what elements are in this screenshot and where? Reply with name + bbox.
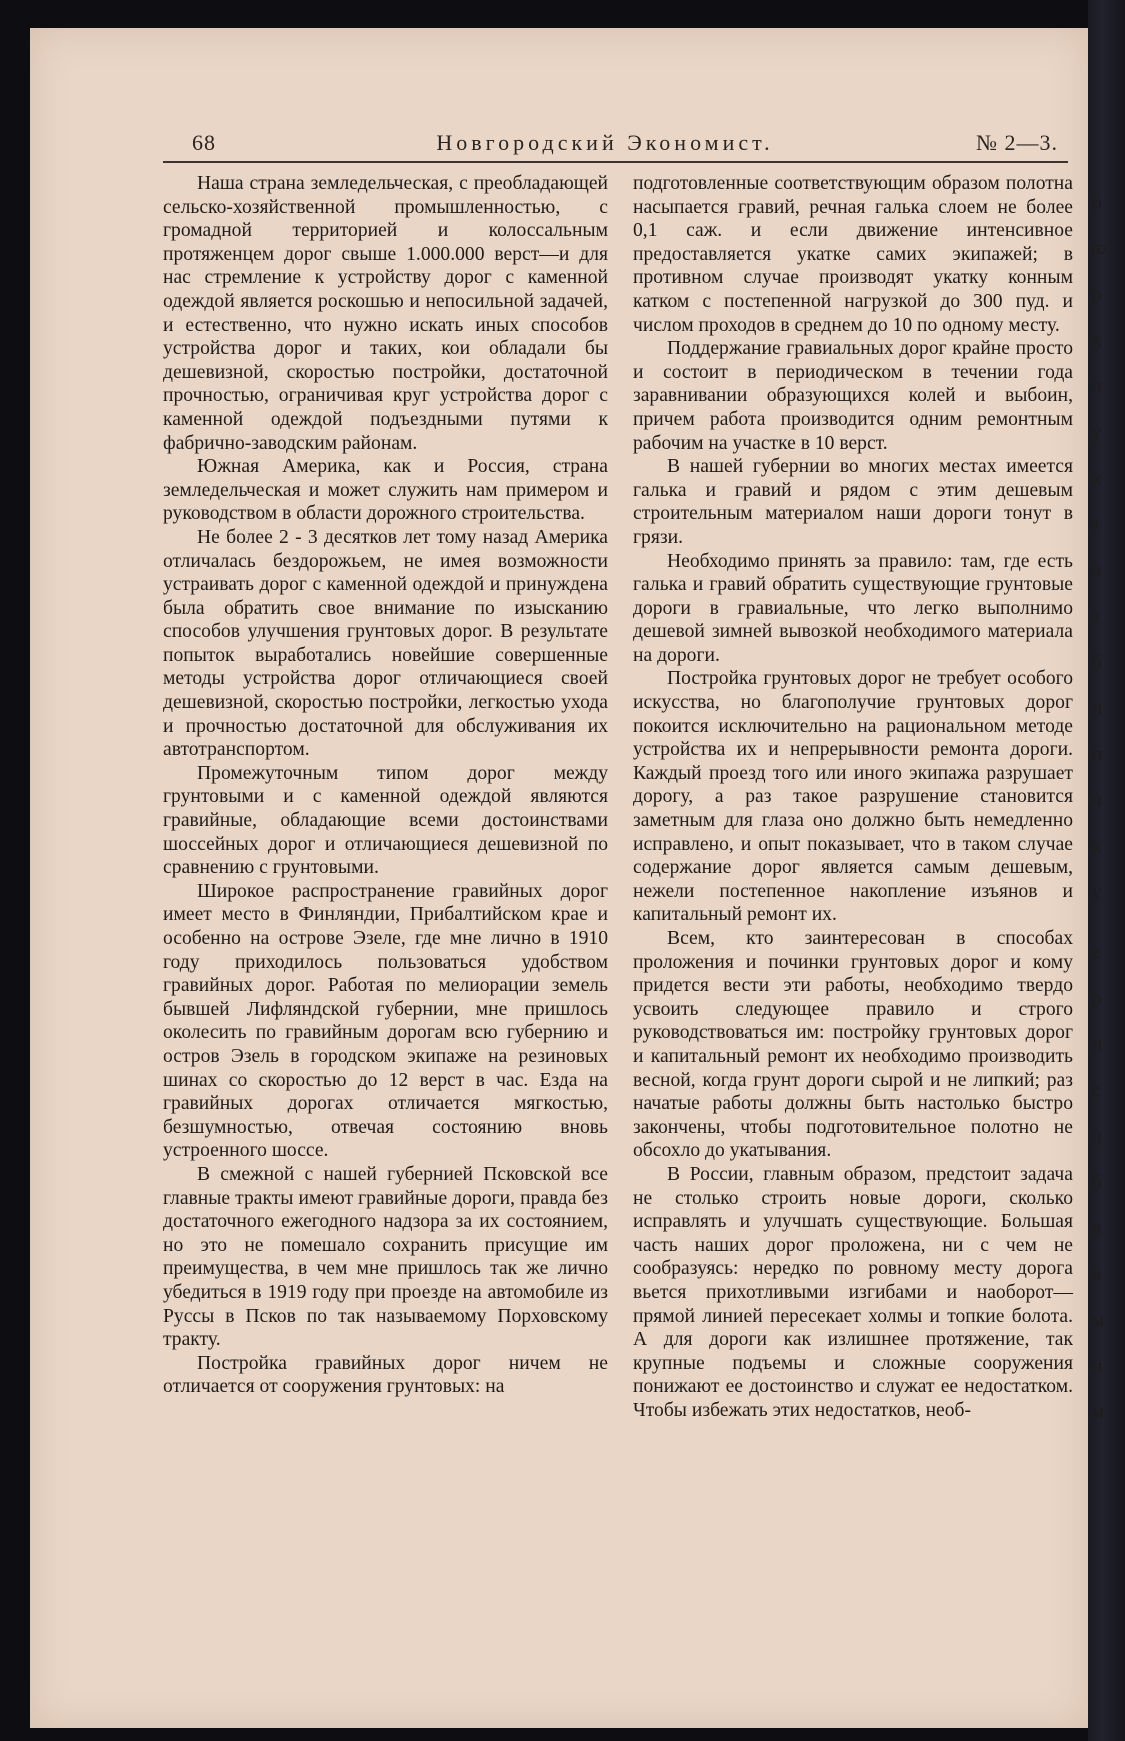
- margin-letter: у: [1092, 422, 1102, 443]
- margin-letter: ю: [1092, 238, 1107, 259]
- margin-letter: м: [1092, 1310, 1105, 1331]
- paragraph: В нашей губернии во многих местах имеется галька и гравий и рядом с этим дешевым строительным материалом наши дороги тонут в грязи.: [633, 456, 1073, 548]
- margin-letter: к: [1092, 468, 1102, 489]
- adjacent-page-letters: [1092, 190, 1118, 1446]
- paragraph: Южная Америка, как и Россия, страна земледельческая и может служить нам примером и руководством в области дорожного строительства.: [163, 456, 608, 525]
- margin-letter: н: [1092, 1356, 1103, 1377]
- margin-letter: р: [1092, 284, 1102, 305]
- paragraph: подготовленные соответствующим образом полотна насыпается гравий, речная галька слоем не более 0,1 саж. и если движение интенсивное предоставляется укатке самих экипажей; в противном случае производят укатку конным катком с постепенной нагрузкой до 300 пуд. и числом проходов в среднем до 10 по одному месту.: [633, 173, 1073, 336]
- paragraph: Наша страна земледельческая, с преобладающей сельско-хозяйственной промышленностью, с громадной территорией и колоссальным протяженцем дорог свыше 1.000.000 верст—и для нас стремление к устройству дорог с каменной одеждой является роскошью и непосильной задачей, и естественно, что нужно искать иных способов устройства дорог и таких, кои обладали бы дешевизной, скоростью постройки, достаточной прочностью, ограничивая круг устройства дорог с каменной одеждой подъездными путями к фабрично-заводским районам.: [163, 173, 608, 454]
- paragraph: Постройка грунтовых дорог не требует особого искусства, но благополучие грунтовых дорог покоится исключительно на рациональном методе устройства их и непрерывности ремонта дороги. Каждый проезд того или иного экипажа разрушает дорогу, а раз такое разрушение становится заметным для глаза оно должно быть немедленно исправлено, и опыт показывает, что в таком случае содержание дорог является самым дешевым, нежели постепенное накопление изъянов и капитальный ремонт их.: [633, 668, 1073, 926]
- paragraph: В смежной с нашей губернией Псковской все главные тракты имеют гравийные дороги, правда без достаточного ежегодного надзора за их состоянием, но это не помешало сохранить присущие им преимущества, в чем мне пришлось так же лично убедиться в 1919 году при проезде на автомобиле из Руссы в Псков по так называемому Порховскому тракту.: [163, 1163, 608, 1351]
- page-number: 68: [192, 130, 216, 155]
- margin-letter: и: [1092, 1034, 1103, 1055]
- margin-letter: у: [1092, 882, 1102, 903]
- margin-letter: б: [1092, 1172, 1102, 1193]
- margin-letter: и: [1092, 698, 1103, 719]
- header-rule: [163, 161, 1068, 163]
- paragraph: Необходимо принять за правило: там, где есть галька и гравий обратить существующие грунтовые дороги в гравиальные, что легко выполнимо дешевой зимней вывозкой необходимого материала на дороги.: [633, 550, 1073, 666]
- paragraph: Не более 2 - 3 десятков лет тому назад Америка отличалась бездорожьем, не имея возможности устраивать дорог с каменной одеждой и принуждена была обратить свое внимание по изысканию способов улучшения грунтовых дорог. В результате попыток выработались новейшие совершенные методы устройства дорог отличающиеся своей дешевизной, скоростью постройки, легкостью ухода и прочностью достаточной для обслуживания их автотранспортом.: [163, 526, 608, 761]
- paragraph: Всем, кто заинтересован в способах проложения и починки грунтовых дорог и кому придется вести эти работы, необходимо твердо усвоить следующее правило и строго руководствоваться им: постройку грунтовых дорог и капитальный ремонт их необходимо производить весной, когда грунт дороги сырой и не липкий; раз начатые работы должны быть настолько быстро закончены, чтобы подготовительное полотно не обсохло до укатывания.: [633, 928, 1073, 1162]
- margin-letter: к: [1092, 330, 1102, 351]
- issue-number: № 2—3.: [976, 130, 1058, 155]
- margin-letter: п: [1092, 744, 1103, 765]
- margin-letter: б: [1092, 652, 1102, 673]
- margin-letter: м: [1092, 1402, 1105, 1423]
- right-column: [633, 172, 1073, 1422]
- margin-letter: т: [1092, 514, 1101, 535]
- margin-letter: в: [1092, 1264, 1101, 1285]
- paragraph: Широкое распространение гравийных дорог имеет место в Финляндии, Прибалтийском крае и особенно на острове Эзеле, где мне лично в 1910 году приходилось пользоваться удобством гравийных дорог. Работая по мелиорации земель бывшей Лифляндской губернии, мне пришлось околесить по гравийным дорогам всю губернию и остров Эзель в городском экипаже на резиновых шинах со скоростью до 12 верст в час. Езда на гравийных дорогах отличается мягкостью, безшумностью, отвечая состоянию вновь устроенного шоссе.: [163, 880, 608, 1162]
- paragraph: Постройка гравийных дорог ничем не отличается от сооружения грунтовых: на: [163, 1352, 608, 1398]
- margin-letter: с: [1092, 1080, 1101, 1101]
- margin-letter: р: [1092, 988, 1102, 1009]
- margin-letter: ч: [1092, 790, 1102, 811]
- page-header: [132, 128, 1078, 158]
- paragraph: Промежуточным типом дорог между грунтовыми и с каменной одеждой являются гравийные, обладающие всеми достоинствами шоссейных дорог и отличающиеся дешевизной по сравнению с грунтовыми.: [163, 762, 608, 879]
- margin-letter: з: [1092, 606, 1100, 627]
- margin-letter: л: [1092, 376, 1102, 397]
- journal-title: Новгородский Экономист.: [436, 130, 774, 155]
- margin-letter: р: [1092, 192, 1102, 213]
- paragraph: Поддержание гравиальных дорог крайне просто и состоит в периодическом в течении года заравнивании образующихся колей и выбоин, причем работа производится одним ремонтным рабочим на участке в 10 верст.: [633, 338, 1073, 454]
- margin-letter: ч: [1092, 560, 1102, 581]
- left-column: [163, 172, 608, 1399]
- paragraph: В России, главным образом, предстоит задача не столько строить новые дороги, сколько исправлять и улучшать существующие. Большая часть наших дорог проложена, ни с чем не сообразуясь: нередко по ровному месту дорога вьется прихотливыми изгибами и наоборот—прямой линией пересекает холмы и топкие болота. А для дороги как излишнее протяжение, так крупные подъемы и сложные сооружения понижают ее достоинство и служат ее недостатком. Чтобы избежать этих недостатков, необ-: [633, 1163, 1073, 1421]
- margin-letter: к: [1092, 836, 1102, 857]
- margin-letter: в: [1092, 1218, 1101, 1239]
- margin-letter: е: [1092, 942, 1101, 963]
- margin-letter: л: [1092, 1126, 1102, 1147]
